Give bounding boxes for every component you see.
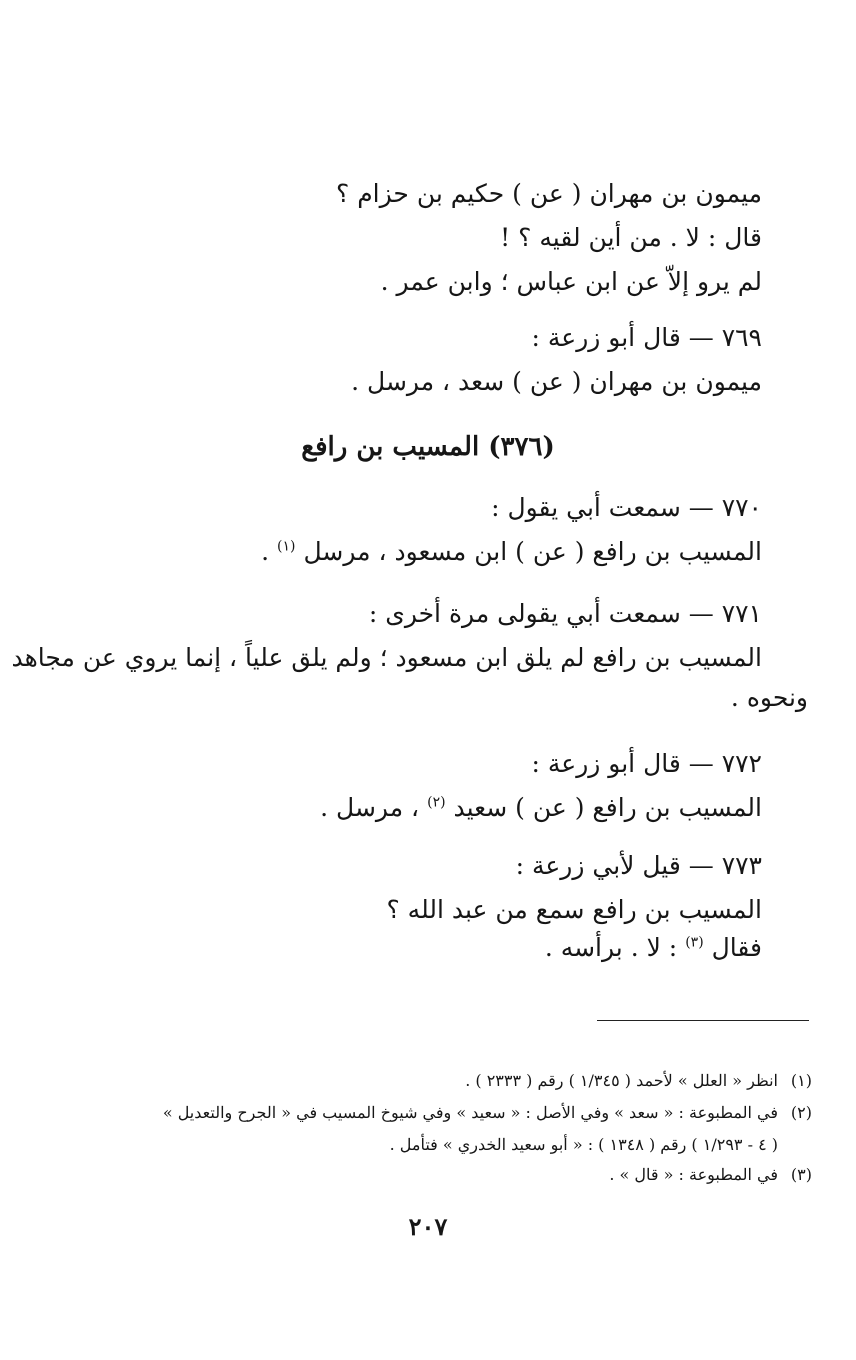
text-line: ميمون بن مهران ( عن ) سعد ، مرسل . <box>351 367 762 396</box>
footnote-text: انظر « العلل » لأحمد ( ١/٣٤٥ ) رقم ( ٢٣٣٣ ) . <box>465 1071 778 1090</box>
text-span: المسيب بن رافع ( عن ) ابن مسعود ، مرسل <box>303 537 762 566</box>
text-line: المسيب بن رافع لم يلق ابن مسعود ؛ ولم يلق علياً ، إنما يروي عن مجاهد <box>11 643 762 672</box>
footnote-2-continued <box>390 1132 778 1158</box>
text-line: لم يرو إلاّ عن ابن عباس ؛ وابن عمر . <box>380 267 762 296</box>
entry-heading-769: ٧٦٩ — قال أبو زرعة : <box>531 323 762 352</box>
footnote-marker: (٢) <box>427 794 446 811</box>
text-span: المسيب بن رافع ( عن ) سعيد <box>453 793 762 822</box>
text-line <box>320 790 762 826</box>
text-span: . <box>261 537 270 566</box>
entry-heading-772: ٧٧٢ — قال أبو زرعة : <box>531 749 762 778</box>
footnote-2 <box>163 1100 812 1126</box>
footnote-text: في المطبوعة : « قال » . <box>609 1165 778 1184</box>
text-line: قال : لا . من أين لقيه ؟ ! <box>500 223 762 252</box>
text-line <box>261 534 762 570</box>
text-span: : لا . برأسه . <box>544 933 678 962</box>
footnote-number: (٢) <box>790 1103 812 1122</box>
footnote-3 <box>609 1162 812 1188</box>
footnote-text: في المطبوعة : « سعد » وفي الأصل : « سعيد » وفي شيوخ المسيب في « الجرح والتعديل » <box>162 1103 778 1122</box>
footnote-number: (٣) <box>790 1165 812 1184</box>
page-number: ٢٠٧ <box>408 1212 448 1241</box>
footnote-marker: (١) <box>277 538 296 555</box>
footnote-text: ( ٤ - ١/٢٩٣ ) رقم ( ١٣٤٨ ) : « أبو سعيد الخدري » فتأمل . <box>389 1135 778 1154</box>
footnote-marker: (٣) <box>685 934 704 951</box>
text-span: ، مرسل . <box>320 793 420 822</box>
footnote-number: (١) <box>790 1071 812 1090</box>
entry-heading-771: ٧٧١ — سمعت أبي يقولى مرة أخرى : <box>368 599 762 628</box>
entry-heading-770: ٧٧٠ — سمعت أبي يقول : <box>491 493 762 522</box>
text-line: ونحوه . <box>730 683 808 712</box>
footnote-1 <box>465 1068 812 1094</box>
text-line: ميمون بن مهران ( عن ) حكيم بن حزام ؟ <box>335 179 762 208</box>
text-line: المسيب بن رافع سمع من عبد الله ؟ <box>386 895 762 924</box>
text-line <box>545 930 762 966</box>
entry-heading-773: ٧٧٣ — قيل لأبي زرعة : <box>515 851 762 880</box>
footnote-divider <box>597 1020 809 1021</box>
text-span: فقال <box>711 933 762 962</box>
section-title: (٣٧٦) المسيب بن رافع <box>301 432 555 462</box>
